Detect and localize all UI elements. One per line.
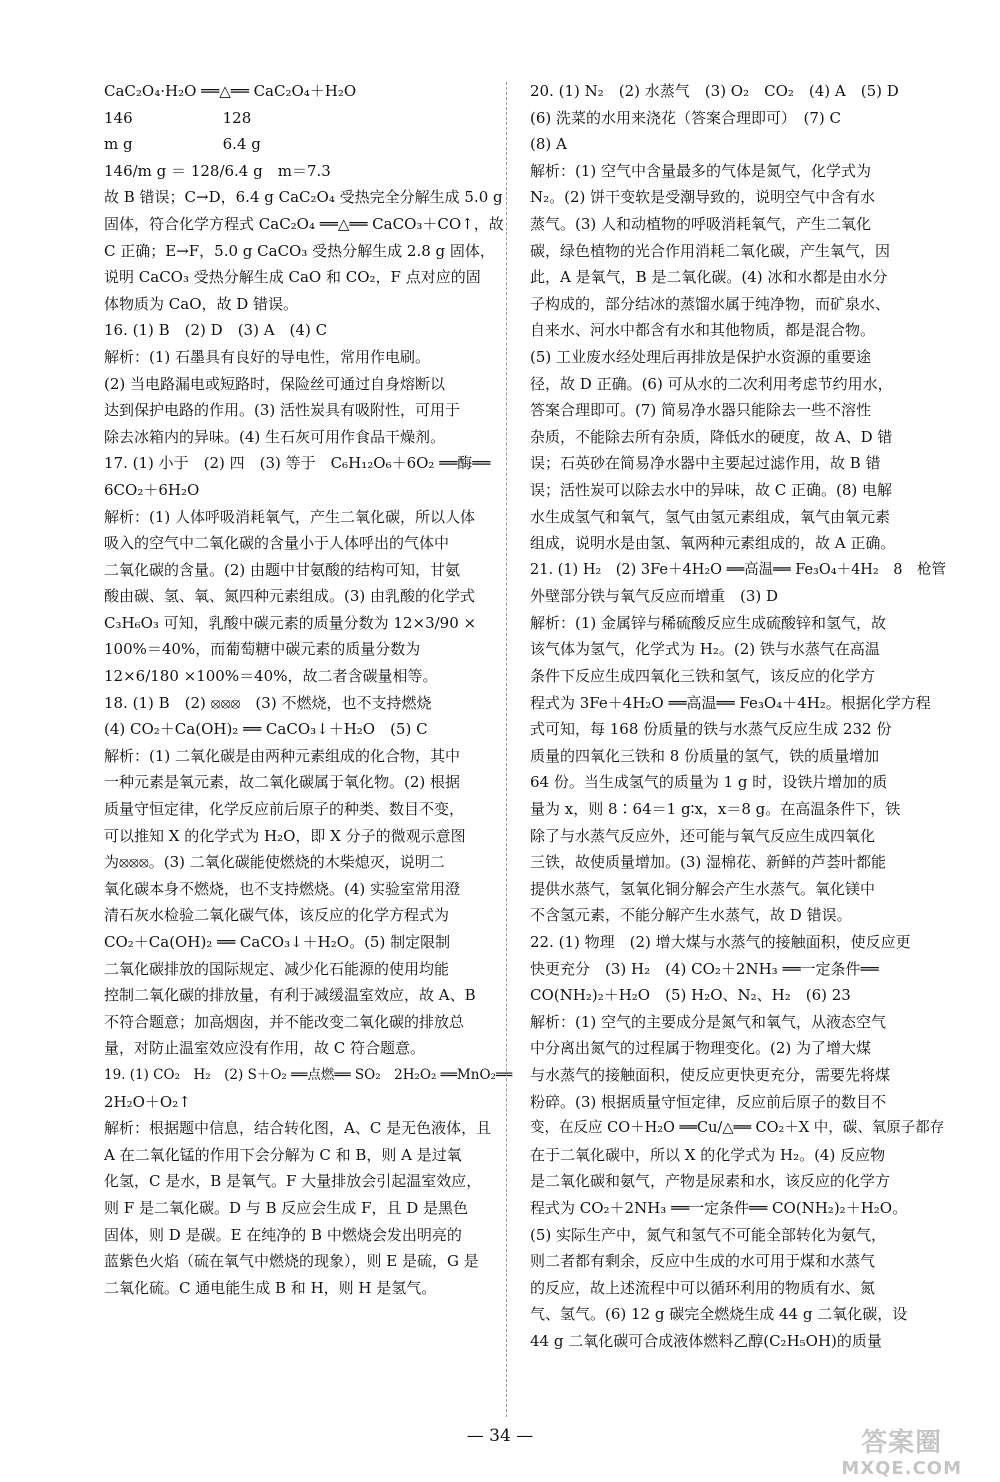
text-line: 质量的四氧化三铁和 8 份质量的氢气，铁的质量增加 — [530, 746, 880, 765]
text-line: 粉碎。(3) 根据质量守恒定律，反应前后原子的数目不 — [530, 1092, 887, 1111]
text-line: 6CO₂＋6H₂O — [104, 480, 200, 499]
text-line: 式可知，每 168 份质量的铁与水蒸气反应生成 232 份 — [530, 720, 892, 739]
text-line: 除了与水蒸气反应外，还可能与氧气反应生成四氧化 — [530, 826, 876, 845]
text-line: N₂。(2) 饼干变软是受潮导致的，说明空气中含有水 — [530, 188, 876, 207]
text-line: 可以推知 X 的化学式为 H₂O，即 X 分子的微观示意图 — [104, 826, 466, 845]
text-line: 说明 CaCO₃ 受热分解生成 CaO 和 CO₂，F 点对应的固 — [104, 268, 481, 287]
text-line: 则二者都有剩余，反应中生成的水可用于煤和水蒸气 — [530, 1252, 876, 1271]
text-line: 控制二氧化碳的排放量，有利于减缓温室效应，故 A、B — [104, 986, 476, 1005]
watermark-logo — [841, 1430, 962, 1482]
text-line: C 正确；E→F，5.0 g CaCO₃ 受热分解生成 2.8 g 固体， — [104, 241, 495, 260]
text-line: CaC₂O₄·H₂O ══△══ CaC₂O₄＋H₂O — [104, 82, 357, 100]
text-line: 化氢，C 是水，B 是氧气。F 大量排放会引起温室效应， — [104, 1172, 482, 1191]
text-line: 解析：(1) 空气的主要成分是氮气和氧气，从液态空气 — [530, 1012, 887, 1031]
text-line: 清石灰水检验二氧化碳气体，该反应的化学方程式为 — [104, 906, 450, 925]
text-line: m g 6.4 g — [104, 135, 261, 154]
text-line: 程式为 3Fe＋4H₂O ══高温══ Fe₃O₄＋4H₂。根据化学方程 — [530, 693, 931, 712]
text-line: (2) 当电路漏电或短路时，保险丝可通过自身熔断以 — [104, 374, 446, 393]
text-line: 的反应，故上述流程中可以循环利用的物质有水、氮 — [530, 1278, 876, 1297]
text-line: 变，在反应 CO＋H₂O ══Cu/△══ CO₂＋X 中，碳、氧原子都存 — [530, 1120, 945, 1137]
text-line: 解析：根据题中信息，结合转化图，A、C 是无色液体，且 — [104, 1119, 492, 1138]
text-line: 146 128 — [104, 108, 252, 127]
text-line: 程式为 CO₂＋2NH₃ ══一定条件══ CO(NH₂)₂＋H₂O。 — [530, 1198, 908, 1217]
text-line: 条件下反应生成四氧化三铁和氢气，该反应的化学方 — [530, 667, 876, 686]
text-line: 是二氧化碳和氨气，产物是尿素和水，该反应的化学方 — [530, 1172, 891, 1191]
text-line: 21. (1) H₂ (2) 3Fe＋4H₂O ══高温══ Fe₃O₄＋4H₂ 8 枪管 — [530, 561, 946, 578]
text-line: 18. (1) B (2) ⦻⦻⦻ (3) 不燃烧，也不支持燃烧 — [104, 693, 432, 712]
text-line: 误；石英砂在简易净水器中主要起过滤作用，故 B 错 — [530, 454, 881, 473]
text-line: 146/m g ＝ 128/6.4 g m＝7.3 — [104, 161, 331, 180]
text-line: (4) CO₂＋Ca(OH)₂ ══ CaCO₃↓＋H₂O (5) C — [104, 720, 428, 739]
text-line: 44 g 二氧化碳可合成液体燃料乙醇(C₂H₅OH)的质量 — [530, 1331, 882, 1350]
page-number: — 34 — — [466, 1426, 534, 1446]
column-divider — [506, 82, 507, 1417]
text-line: 为⦻⦻⦻。(3) 二氧化碳能使燃烧的木柴熄灭，说明二 — [104, 853, 445, 872]
text-line: 量，对防止温室效应没有作用，故 C 符合题意。 — [104, 1039, 426, 1058]
text-line: 解析：(1) 二氧化碳是由两种元素组成的化合物，其中 — [104, 746, 461, 765]
text-line: 吸入的空气中二氧化碳的含量小于人体呼出的气体中 — [104, 534, 450, 553]
text-line: 不符合题意；加高烟囱，并不能改变二氧化碳的排放总 — [104, 1012, 465, 1031]
text-line: 固体，符合化学方程式 CaC₂O₄ ══△══ CaCO₃＋CO↑，故 — [104, 214, 504, 233]
text-line: 该气体为氢气，化学式为 H₂。(2) 铁与水蒸气在高温 — [530, 640, 880, 659]
text-line: 故 B 错误；C→D，6.4 g CaC₂O₄ 受热完全分解生成 5.0 g — [104, 188, 503, 207]
text-line: 蓝紫色火焰（硫在氧气中燃烧的现象），则 E 是硫，G 是 — [104, 1252, 479, 1271]
text-line: 16. (1) B (2) D (3) A (4) C — [104, 321, 328, 340]
text-line: A 在二氧化锰的作用下会分解为 C 和 B，则 A 是过氧 — [104, 1145, 462, 1164]
text-line: 则 F 是二氧化碳。D 与 B 反应会生成 F，且 D 是黑色 — [104, 1198, 469, 1217]
text-line: 组成，说明水是由氢、氧两种元素组成的，故 A 正确。 — [530, 534, 896, 553]
text-line: 一种元素是氧元素，故二氧化碳属于氧化物。(2) 根据 — [104, 773, 461, 792]
text-line: 自来水、河水中都含有水和其他物质，都是混合物。 — [530, 321, 876, 340]
text-line: 快更充分 (3) H₂ (4) CO₂＋2NH₃ ══一定条件══ — [530, 959, 879, 978]
text-line: 解析：(1) 空气中含量最多的气体是氮气，化学式为 — [530, 161, 872, 180]
text-line: 碳，绿色植物的光合作用消耗二氧化碳，产生氧气，因 — [530, 241, 891, 260]
watermark-line1: 答案圈 — [861, 1428, 943, 1458]
text-line: 此，A 是氧气，B 是二氧化碳。(4) 冰和水都是由水分 — [530, 268, 888, 287]
text-line: 酸由碳、氢、氧、氮四种元素组成。(3) 由乳酸的化学式 — [104, 587, 476, 606]
text-line: (5) 工业废水经处理后再排放是保护水资源的重要途 — [530, 347, 872, 366]
text-line: 量为 x，则 8∶64＝1 g∶x，x＝8 g。在高温条件下，铁 — [530, 800, 901, 819]
text-line: 氧化碳本身不燃烧，也不支持燃烧。(4) 实验室常用澄 — [104, 879, 461, 898]
left-column — [104, 78, 524, 1301]
text-line: 杂质，不能除去所有杂质，降低水的硬度，故 A、D 错 — [530, 427, 893, 446]
text-line: CO₂＋Ca(OH)₂ ══ CaCO₃↓＋H₂O。(5) 制定限制 — [104, 933, 451, 951]
text-line: 19. (1) CO₂ H₂ (2) S＋O₂ ══点燃══ SO₂ 2H₂O₂ ══MnO₂══ — [104, 1066, 513, 1083]
text-line: (8) A — [530, 135, 567, 154]
text-line: 解析：(1) 人体呼吸消耗氧气，产生二氧化碳，所以人体 — [104, 507, 476, 526]
text-line: 固体，则 D 是碳。E 在纯净的 B 中燃烧会发出明亮的 — [104, 1225, 462, 1244]
text-line: 径，故 D 正确。(6) 可从水的二次利用考虑节约用水， — [530, 374, 893, 393]
text-line: 体物质为 CaO，故 D 错误。 — [104, 294, 299, 313]
text-line: 100%＝40%，而葡萄糖中碳元素的质量分数为 — [104, 640, 421, 659]
text-line: 64 份。当生成氢气的质量为 1 g 时，设铁片增加的质 — [530, 773, 888, 792]
text-line: 水生成氢气和氧气，氢气由氢元素组成，氧气由氧元素 — [530, 507, 891, 526]
text-line: 达到保护电路的作用。(3) 活性炭具有吸附性，可用于 — [104, 401, 461, 420]
text-line: 2H₂O＋O₂↑ — [104, 1092, 191, 1111]
text-line: 外壁部分铁与氧气反应而增重 (3) D — [530, 587, 779, 606]
text-line: 中分离出氮气的过程属于物理变化。(2) 为了增大煤 — [530, 1039, 872, 1058]
text-line: 二氧化碳排放的国际规定、减少化石能源的使用均能 — [104, 959, 450, 978]
text-line: 答案合理即可。(7) 简易净水器只能除去一些不溶性 — [530, 401, 872, 420]
text-line: 二氧化硫。C 通电能生成 B 和 H，则 H 是氢气。 — [104, 1278, 437, 1297]
text-line: 提供水蒸气，氢氧化铜分解会产生水蒸气。氧化镁中 — [530, 879, 876, 898]
text-line: 解析：(1) 金属锌与稀硫酸反应生成硫酸锌和氢气，故 — [530, 613, 887, 632]
text-line: 12×6/180 ×100%＝40%，故二者含碳量相等。 — [104, 667, 438, 686]
text-line: 17. (1) 小于 (2) 四 (3) 等于 C₆H₁₂O₆＋6O₂ ══酶══ — [104, 454, 491, 473]
text-line: 蒸气。(3) 人和动植物的呼吸消耗氧气，产生二氧化 — [530, 214, 872, 233]
text-line: C₃H₆O₃ 可知，乳酸中碳元素的质量分数为 12×3/90 × — [104, 613, 477, 632]
text-line: 在于二氧化碳中，所以 X 的化学式为 H₂。(4) 反应物 — [530, 1145, 886, 1164]
text-line: 气、氢气。(6) 12 g 碳完全燃烧生成 44 g 二氧化碳，设 — [530, 1305, 908, 1324]
text-line: 误；活性炭可以除去水中的异味，故 C 正确。(8) 电解 — [530, 480, 893, 499]
text-line: (6) 洗菜的水用来浇花（答案合理即可） (7) C — [530, 108, 842, 127]
text-line: (5) 实际生产中，氮气和氢气不可能全部转化为氨气， — [530, 1225, 887, 1244]
text-line: 不含氢元素，不能分解产生水蒸气，故 D 错误。 — [530, 906, 852, 925]
text-line: 解析：(1) 石墨具有良好的导电性，常用作电刷。 — [104, 347, 431, 366]
text-line: CO(NH₂)₂＋H₂O (5) H₂O、N₂、H₂ (6) 23 — [530, 986, 851, 1005]
right-column — [530, 78, 954, 1355]
text-line: 20. (1) N₂ (2) 水蒸气 (3) O₂ CO₂ (4) A (5) D — [530, 82, 899, 100]
text-line: 子构成的，部分结冰的蒸馏水属于纯净物，而矿泉水、 — [530, 294, 891, 313]
watermark-line2: MXQE.COM — [841, 1458, 962, 1479]
text-line: 除去冰箱内的异味。(4) 生石灰可用作食品干燥剂。 — [104, 427, 446, 446]
text-line: 三铁，故使质量增加。(3) 湿棉花、新鲜的芦荟叶都能 — [530, 853, 887, 872]
text-line: 二氧化碳的含量。(2) 由题中甘氨酸的结构可知，甘氨 — [104, 560, 461, 579]
text-line: 质量守恒定律，化学反应前后原子的种类、数目不变， — [104, 800, 465, 819]
text-line: 22. (1) 物理 (2) 增大煤与水蒸气的接触面积，使反应更 — [530, 933, 911, 951]
text-line: 与水蒸气的接触面积，使反应更快更充分，需要先将煤 — [530, 1065, 891, 1084]
